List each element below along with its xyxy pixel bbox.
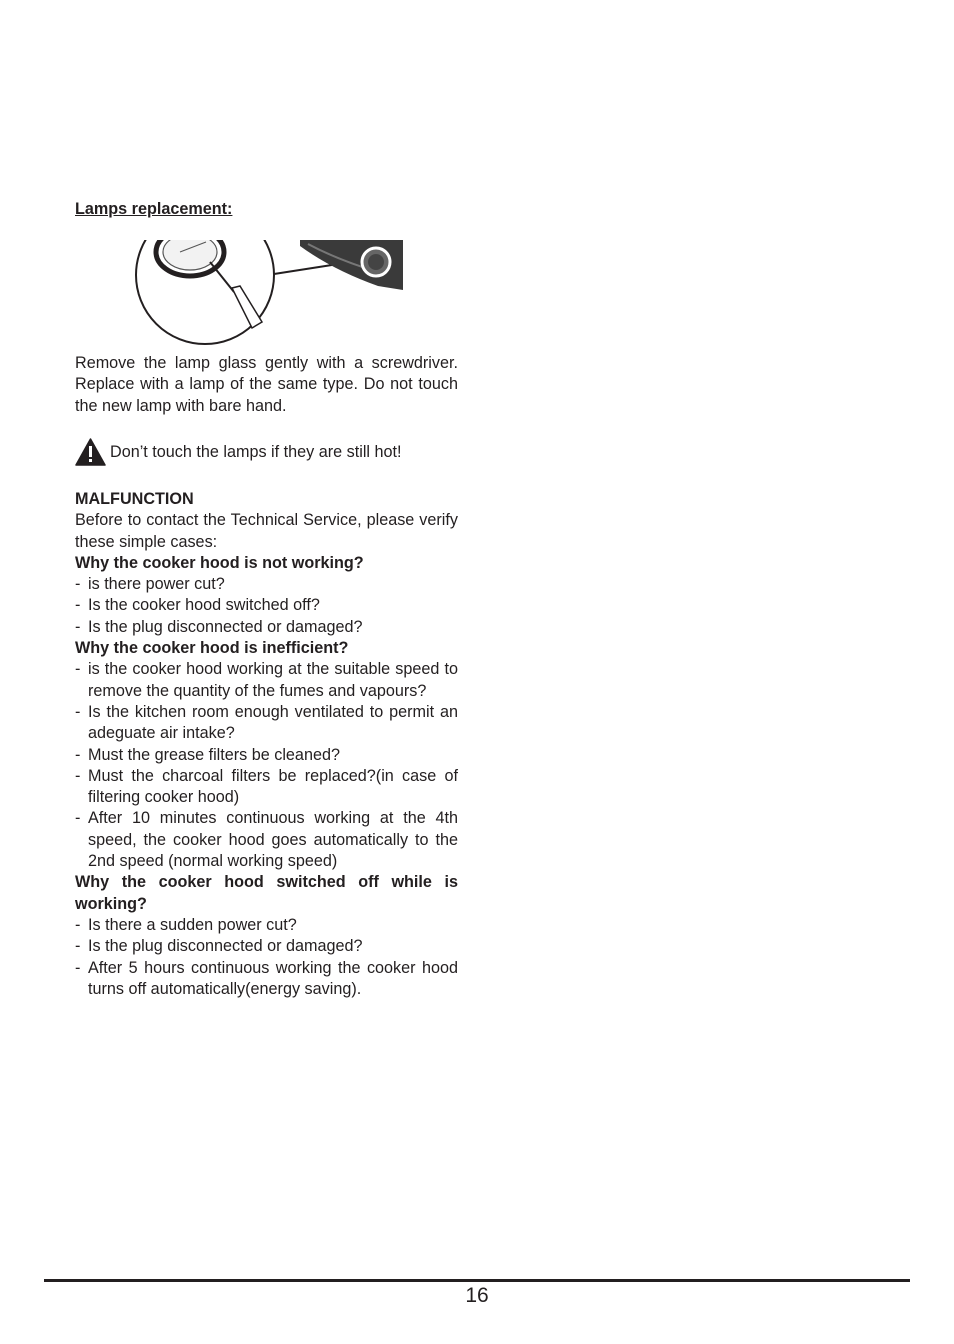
list-item: - Is the plug disconnected or damaged?: [75, 617, 458, 638]
lamp-replacement-illustration: [128, 240, 403, 346]
lamp-instructions: Remove the lamp glass gently with a screwdriver. Replace with a lamp of the same type. Do not touch the new lamp with bare hand.: [75, 354, 458, 415]
list-item: - Is the plug disconnected or damaged?: [75, 936, 458, 957]
list-item: - After 10 minutes continuous working at the 4th speed, the cooker hood goes automatically to the 2nd speed (normal working speed): [75, 808, 458, 872]
warning-note: [75, 438, 402, 466]
page-number: 16: [465, 1284, 489, 1307]
malfunction-heading: MALFUNCTION: [75, 490, 194, 508]
footer-rule: [44, 1279, 910, 1282]
checklist-switched-off: [75, 915, 458, 1000]
checklist-not-working: [75, 574, 458, 638]
list-item: - After 5 hours continuous working the cooker hood turns off automatically(energy saving).: [75, 958, 458, 1001]
list-item: - Must the grease filters be cleaned?: [75, 745, 458, 766]
list-item: - Is the kitchen room enough ventilated to permit an adeguate air intake?: [75, 702, 458, 745]
checklist-inefficient: [75, 659, 458, 872]
warning-text: Don’t touch the lamps if they are still hot!: [110, 442, 402, 461]
question-switched-off: Why the cooker hood switched off while is working?: [75, 873, 458, 913]
warning-icon: [75, 438, 106, 466]
question-inefficient: Why the cooker hood is inefficient?: [75, 639, 349, 658]
list-item: - Is the cooker hood switched off?: [75, 595, 458, 616]
malfunction-intro: Before to contact the Technical Service, please verify these simple cases:: [75, 511, 458, 551]
lamps-replacement-heading: Lamps replacement:: [75, 200, 233, 218]
list-item: - is the cooker hood working at the suitable speed to remove the quantity of the fumes and vapours?: [75, 659, 458, 702]
list-item: - is there power cut?: [75, 574, 458, 595]
question-not-working: Why the cooker hood is not working?: [75, 553, 364, 572]
list-item: - Must the charcoal filters be replaced?(in case of filtering cooker hood): [75, 766, 458, 809]
malfunction-section: [75, 489, 458, 1000]
list-item: - Is there a sudden power cut?: [75, 915, 458, 936]
